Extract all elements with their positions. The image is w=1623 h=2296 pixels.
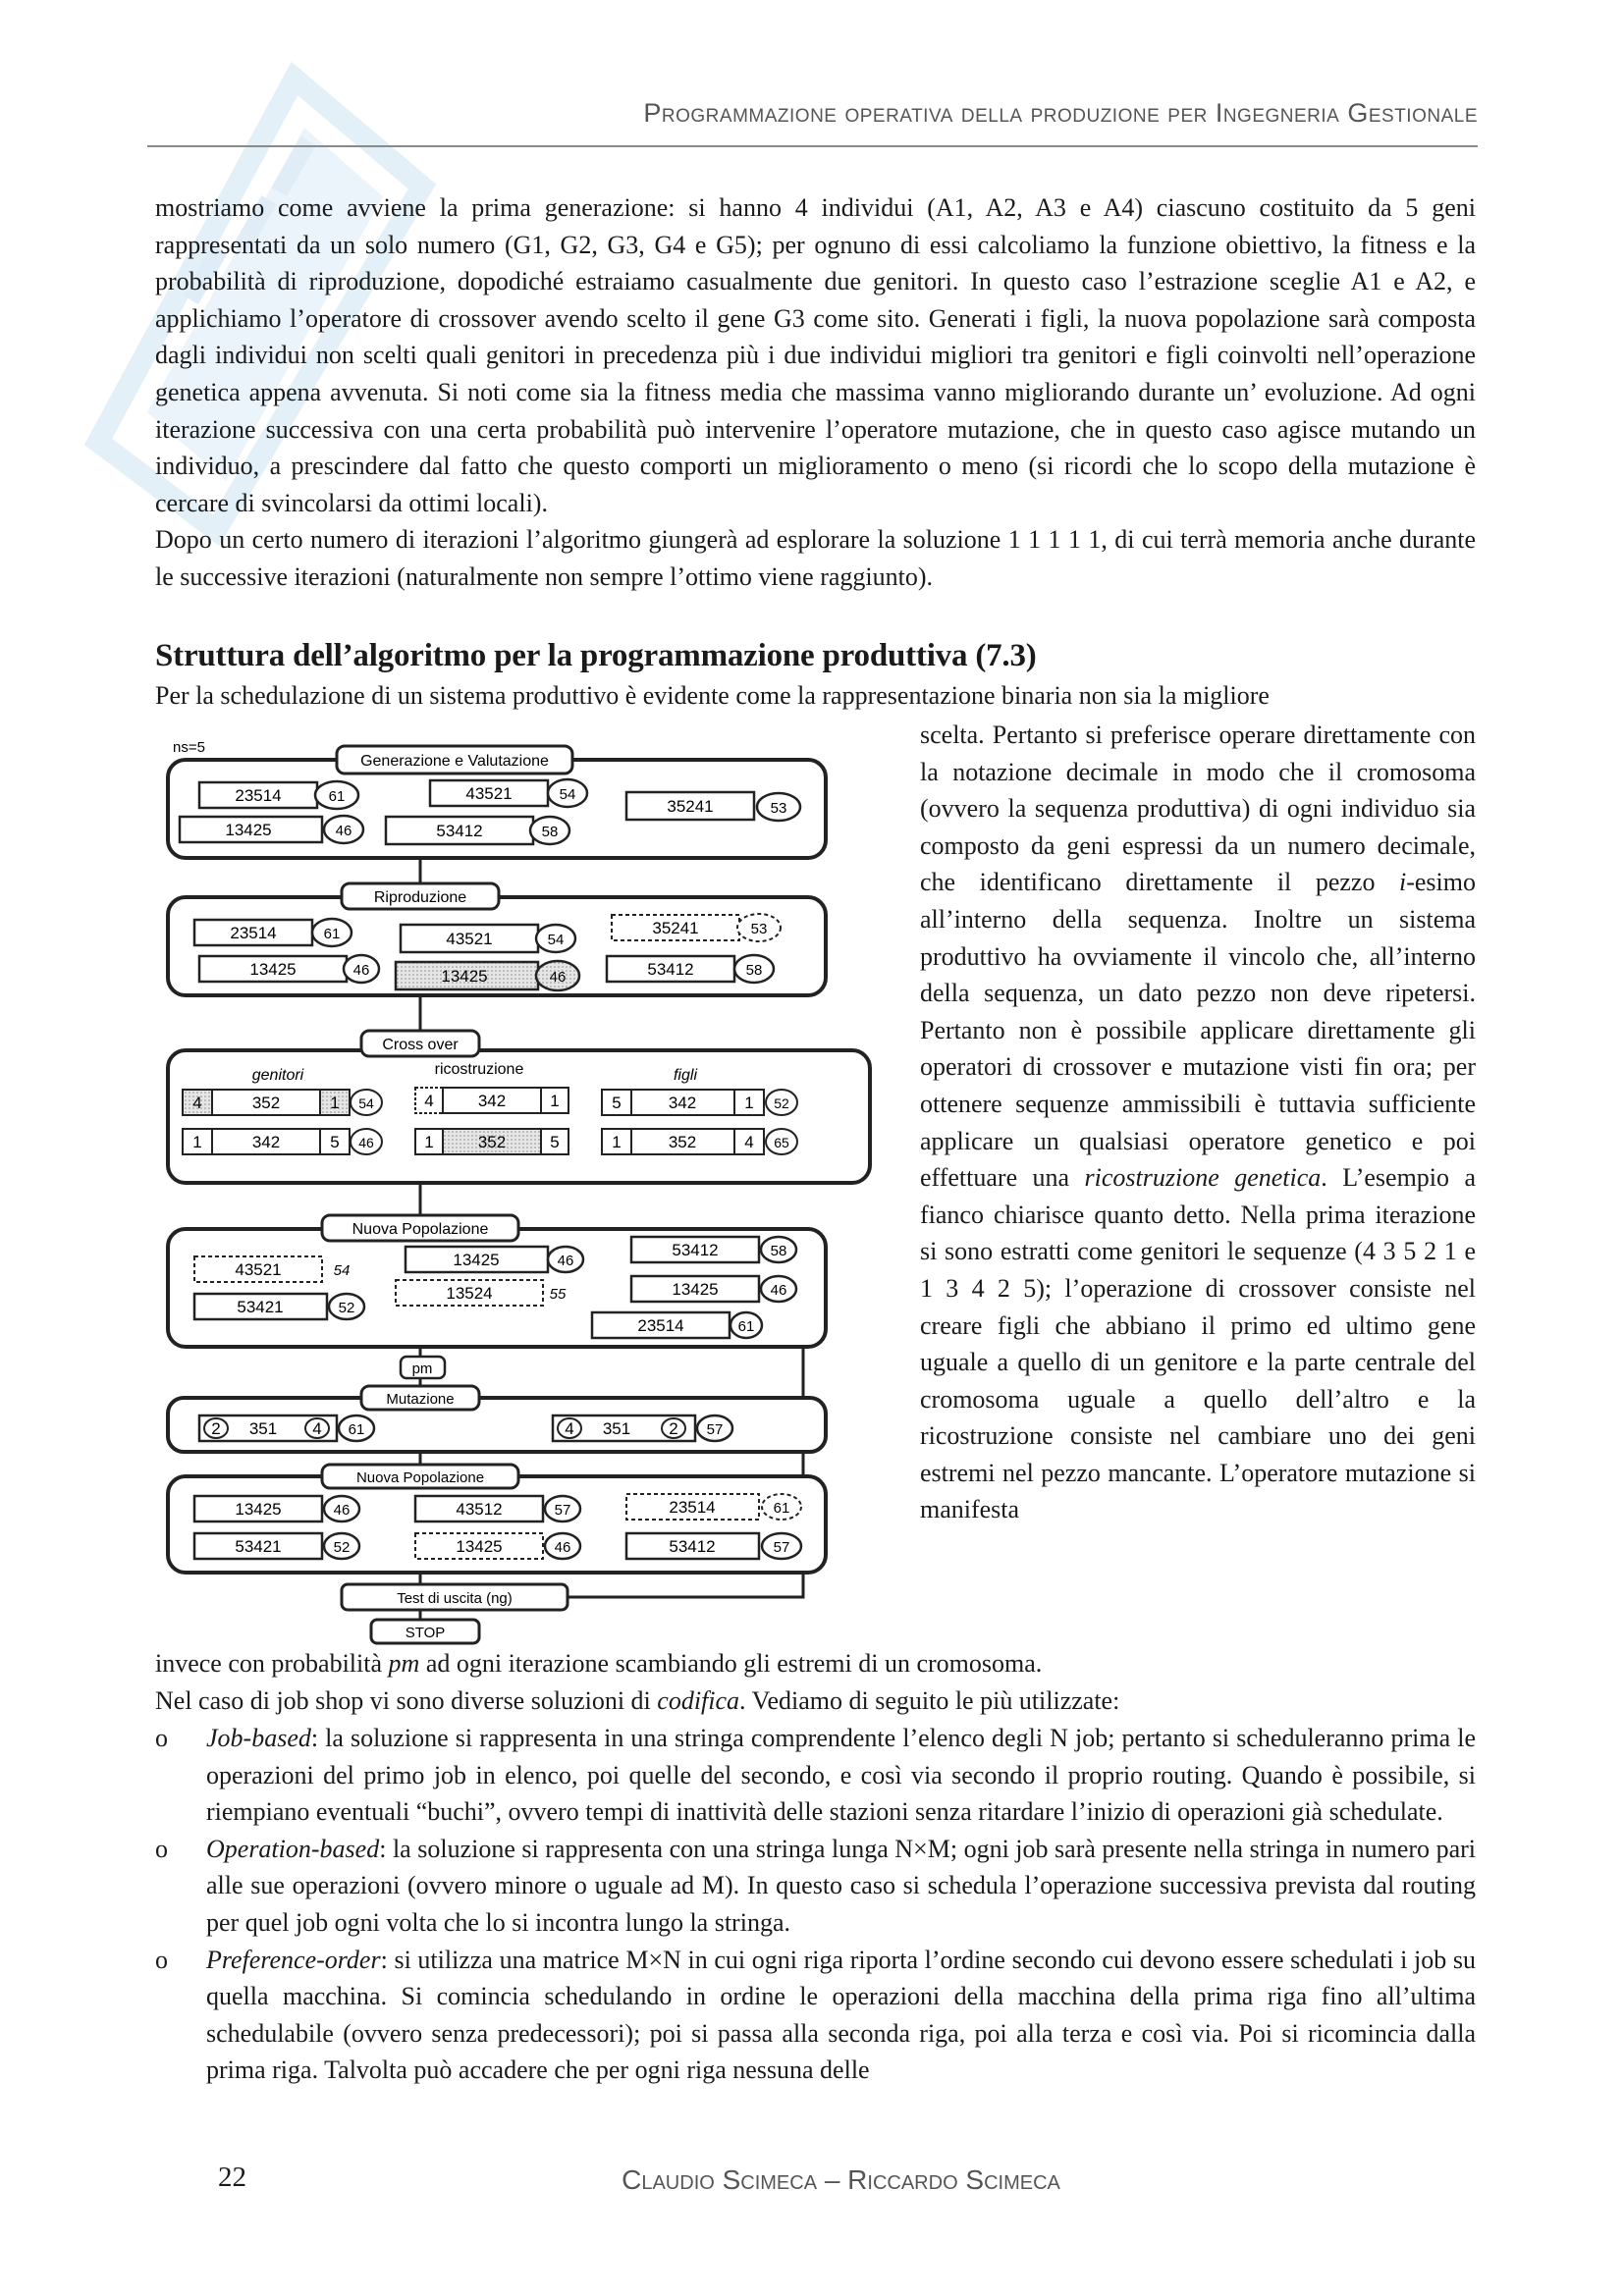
paragraph-iterations: Dopo un certo numero di iterazioni l’algoritmo giungerà ad esplorare la soluzione 1 1 1 1 1, di cui terrà memoria anche durante le successive iterazioni (naturalmente non sempre l’ottimo viene raggiunto).	[155, 525, 1476, 591]
list-item	[155, 1831, 1476, 1942]
gene-p2b: 342	[251, 1133, 281, 1151]
gene-m-b1: 4	[565, 1419, 574, 1438]
gene-p1a: 4	[192, 1094, 202, 1112]
fit-n1-4: 55	[549, 1286, 567, 1303]
gene-p1b: 352	[251, 1094, 281, 1112]
list-item	[155, 1720, 1476, 1831]
ns-label: ns=5	[173, 739, 205, 756]
fit-n2-3: 61	[773, 1500, 790, 1517]
list-text: : la soluzione si rappresenta con una stringa lunga N×M; ogni job sarà presente nella stringa in numero pari alle sue operazioni (ovvero minore o uguale ad M). In questo caso si schedula l’operazione successiva prevista dal routing per quel job ogni volta che lo si incontra lungo la stringa.	[206, 1834, 1476, 1937]
stage-reproduction-label: Riproduzione	[373, 889, 467, 906]
header-rule	[147, 145, 1478, 147]
seq-g1-4: 13425	[225, 821, 272, 839]
fit-g1-4: 46	[335, 823, 352, 839]
gene-f2a: 1	[612, 1133, 622, 1151]
gene-f1b: 342	[668, 1094, 697, 1112]
seq-r-5: 13425	[441, 967, 488, 986]
gene-p2a: 1	[192, 1133, 202, 1151]
seq-r-4: 13425	[249, 960, 297, 979]
gene-p1c: 1	[330, 1094, 340, 1112]
gene-k2c: 5	[550, 1133, 560, 1151]
seq-g1-2: 43521	[465, 784, 513, 803]
gene-f2b: 352	[668, 1133, 697, 1151]
list-term: Job-based	[206, 1724, 311, 1752]
gene-m-a2: 351	[248, 1419, 278, 1438]
seq-n2-2: 43512	[456, 1500, 503, 1519]
list-term: Preference-order	[206, 1945, 381, 1974]
text-codifica: codifica	[657, 1685, 740, 1715]
fit-r-6: 58	[745, 962, 763, 979]
list-item	[155, 1942, 1476, 2089]
fit-n1-6: 52	[338, 1300, 355, 1316]
pm-label: pm	[411, 1361, 433, 1377]
stage-crossover-label: Cross over	[382, 1037, 459, 1053]
encoding-list	[155, 1720, 1476, 2089]
fit-n1-3: 58	[770, 1243, 787, 1259]
list-term: Operation-based	[206, 1834, 380, 1863]
gene-m-a3: 4	[312, 1419, 322, 1438]
seq-n2-6: 53412	[669, 1537, 716, 1556]
seq-g1-1: 23514	[235, 786, 282, 805]
running-header: Programmazione operativa della produzione per Ingegneria Gestionale	[643, 98, 1478, 128]
side-column-text	[920, 717, 1476, 1528]
fit-r-3: 53	[750, 921, 768, 937]
text-after2-b: . Vediamo di seguito le più utilizzate:	[739, 1685, 1120, 1715]
fit-r-5: 46	[549, 969, 567, 986]
fit-p1: 54	[358, 1095, 374, 1111]
seq-n2-1: 13425	[235, 1500, 282, 1519]
gene-f2c: 4	[744, 1133, 754, 1151]
seq-n1-7: 23514	[637, 1316, 684, 1335]
fit-r-4: 46	[352, 962, 370, 979]
fit-m-a: 61	[348, 1421, 365, 1438]
stage-new-population-2-label: Nuova Popolazione	[355, 1469, 485, 1486]
seq-r-1: 23514	[230, 924, 277, 942]
gene-k2a: 1	[424, 1133, 434, 1151]
gene-k1c: 1	[550, 1092, 560, 1110]
intro-paragraphs	[155, 189, 1476, 596]
fit-g1-1: 61	[328, 788, 346, 805]
fit-n2-6: 57	[773, 1539, 790, 1556]
fit-m-b: 57	[706, 1421, 724, 1438]
paragraph-generation: mostriamo come avviene la prima generazione: si hanno 4 individui (A1, A2, A3 e A4) ciascuno costituito da 5 geni rappresentati da un solo numero (G1, G2, G3, G4 e G5); per ognuno di essi calcoliamo la funzione obiettivo, la fitness e la probabilità di riproduzione, dopodiché estraiamo casualmente due genitori. In questo caso l’estrazione sceglie A1 e A2, e applichiamo l’operatore di crossover avendo scelto il gene G3 come sito. Generati i figli, la nuova popolazione sarà composta dagli individui non scelti quali genitori in precedenza più i due individui migliori tra genitori e figli coinvolti nell’operazione genetica appena avvenuta. Si noti come sia la fitness media che massima vanno migliorando durante un’ evoluzione. Ad ogni iterazione successiva con una certa probabilità può intervenire l’operatore mutazione, che in questo caso agisce mutando un individuo, a prescindere dal fatto che questo comporti un miglioramento o meno (si ricordi che lo scopo della mutazione è cercare di svincolarsi da ottimi locali).	[155, 193, 1476, 517]
seq-n2-3: 23514	[669, 1498, 716, 1517]
side-text-emphasis: ricostruzione genetica	[1084, 1163, 1322, 1193]
seq-g1-3: 35241	[667, 797, 714, 816]
label-figli: figli	[673, 1067, 698, 1084]
fit-f2: 65	[774, 1135, 789, 1150]
page-number: 22	[218, 2162, 246, 2193]
stage-exit-test-label: Test di uscita (ng)	[397, 1590, 513, 1607]
seq-n1-5: 13425	[672, 1280, 719, 1299]
text-after-b: ad ogni iterazione scambiando gli estremi di un cromosoma.	[419, 1649, 1043, 1678]
text-pm: pm	[388, 1649, 420, 1678]
seq-n2-4: 53421	[235, 1537, 282, 1556]
side-text-part-b: -esimo all’interno della sequenza. Inoltre un sistema produttivo ha ovviamente il vincolo che, all’interno della sequenza, un dato pezzo non deve ripetersi. Pertanto non è possibile applicare direttamente gli operatori di crossover e mutazione visti fin ora; per ottenere sequenze ammissibili è tuttavia sufficiente applicare un qualsiasi operatore genetico e poi effettuare una	[920, 868, 1476, 1193]
paragraph-codifica	[155, 1682, 1476, 1720]
seq-n1-1: 43521	[235, 1260, 282, 1279]
gene-k1a: 4	[424, 1092, 434, 1110]
section-intro-line: Per la schedulazione di un sistema produttivo è evidente come la rappresentazione binaria non sia la migliore	[155, 681, 1270, 710]
fit-n1-5: 46	[770, 1282, 787, 1299]
gene-p2c: 5	[330, 1133, 340, 1151]
running-footer: Claudio Scimeca – Riccardo Scimeca	[622, 2164, 1060, 2195]
gene-k1b: 342	[477, 1092, 507, 1110]
fit-n1-7: 61	[737, 1318, 755, 1335]
seq-r-6: 53412	[647, 960, 694, 979]
section-title: Struttura dell’algoritmo per la programmazione produttiva (7.3)	[155, 638, 1037, 673]
bullet-icon: o	[155, 1945, 168, 1974]
fit-n1-2: 46	[557, 1253, 574, 1269]
fit-n2-5: 46	[554, 1539, 571, 1556]
fit-g1-2: 54	[559, 786, 576, 803]
gene-m-b2: 351	[602, 1419, 631, 1438]
flow-diagram	[165, 738, 892, 1646]
label-ricostruzione: ricostruzione	[434, 1061, 524, 1078]
list-text: : si utilizza una matrice M×N in cui ogni riga riporta l’ordine secondo cui devono essere schedulati i job su quella macchina. Si comincia schedulando in ordine le operazioni della macchina della prima riga fino all’ultima schedulabile (ovvero senza predecessori); poi si passa alla seconda riga, poi alla terza e così via. Poi si ricomincia dalla prima riga. Talvolta può accadere che per ogni riga nessuna delle	[206, 1945, 1476, 2085]
seq-n1-3: 53412	[672, 1241, 719, 1259]
gene-m-a1: 2	[211, 1419, 221, 1438]
fit-n2-1: 46	[333, 1502, 351, 1519]
text-after-a: invece con probabilità	[155, 1649, 389, 1678]
seq-r-2: 43521	[446, 930, 493, 948]
seq-n1-2: 13425	[453, 1251, 500, 1269]
gene-m-b3: 2	[669, 1419, 678, 1438]
stage-stop-label: STOP	[405, 1625, 446, 1641]
side-text-i: i	[1399, 868, 1407, 897]
bullet-icon: o	[155, 1834, 168, 1863]
fit-r-1: 61	[323, 926, 341, 942]
gene-k2b: 352	[477, 1133, 507, 1151]
fit-n2-2: 57	[554, 1502, 571, 1519]
text-after2-a: Nel caso di job shop vi sono diverse soluzioni di	[155, 1685, 658, 1715]
label-genitori: genitori	[251, 1067, 304, 1084]
bullet-icon: o	[155, 1724, 168, 1752]
list-text: : la soluzione si rappresenta in una stringa comprendente l’elenco degli N job; pertanto si scheduleranno prima le operazioni del primo job in elenco, poi quelle del secondo, e così via secondo il proprio routing. Quando è possibile, si riempiano eventuali “buchi”, ovvero tempi di inattività delle stazioni senza ritardare l’inizio di operazioni già schedulate.	[206, 1724, 1476, 1827]
seq-n1-4: 13524	[446, 1284, 493, 1303]
fit-n2-4: 52	[333, 1539, 351, 1556]
seq-n1-6: 53421	[237, 1298, 284, 1316]
fit-n1-1: 54	[333, 1262, 351, 1279]
seq-r-3: 35241	[652, 919, 699, 937]
stage-new-population-label: Nuova Popolazione	[352, 1221, 489, 1238]
fit-f1: 52	[774, 1095, 789, 1111]
side-text-part-a: scelta. Pertanto si preferisce operare direttamente con la notazione decimale in modo che il cromosoma (ovvero la sequenza produttiva) di ogni individuo sia composto da geni espressi da un numero decimale, che identificano direttamente il pezzo	[920, 721, 1476, 897]
seq-n2-5: 13425	[456, 1537, 503, 1556]
gene-f1a: 5	[612, 1094, 622, 1112]
seq-g1-5: 53412	[436, 822, 483, 840]
fit-p2: 46	[358, 1135, 374, 1150]
side-text-part-c: . L’esempio a fianco chiarisce quanto detto. Nella prima iterazione si sono estratti come genitori le sequenze (4 3 5 2 1 e 1 3 4 2 5); l’operazione di crossover consiste nel creare figli che abbiano il primo ed ultimo gene uguale a quello di un genitore e la parte centrale del cromosoma uguale a quello dell’altro e la ricostruzione consiste nel cambiare uno dei geni estremi nel pezzo mancante. L’operatore mutazione si manifesta	[920, 1163, 1477, 1524]
fit-g1-5: 58	[541, 824, 559, 840]
fit-g1-3: 53	[770, 800, 787, 817]
fit-r-2: 54	[547, 932, 565, 948]
paragraph-mutation-probability	[155, 1645, 1476, 1682]
stage-mutation-label: Mutazione	[386, 1391, 455, 1408]
algorithm-flow-figure	[165, 738, 892, 1646]
gene-f1c: 1	[744, 1094, 754, 1112]
stage-generation-label: Generazione e Valutazione	[360, 753, 549, 770]
after-figure-text	[155, 1645, 1476, 1719]
